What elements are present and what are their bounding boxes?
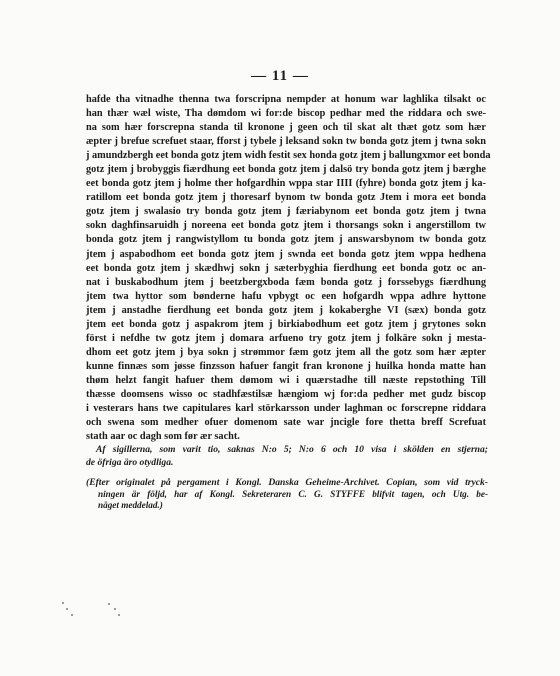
body-line: gotz jtem j brobyggis fiærdhung eet bonda gotz jtem j dalsö try bonda gotz jtem j bærghe — [86, 164, 486, 176]
body-line: na som hær forscrepna standa til kronone j geen och til skat alt thæt gotz som hær — [86, 122, 486, 134]
body-line: nat i buskabodhum jtem j beetzbergxboda fæm bonda gotz j forssebygs fiærdhung — [86, 276, 486, 288]
body-line: han thær wæl wiste, Tha dømdom wi for:de biscop pedhar med the riddara och swe- — [86, 108, 486, 120]
body-line: bonda gotz jtem j rangwistyllom tu bonda gotz jtem j answarsbynom tw bonda gotz — [86, 234, 486, 246]
body-line: och swena som medher ofuer domenom sate war jncigle fore thetta breff Screfuat — [86, 417, 486, 429]
note-line: näget meddelad.) — [98, 500, 163, 510]
body-line: jtem j anstadhe fierdhung eet bonda gotz jtem j kokaberghe VI (sæx) bonda gotz — [86, 304, 486, 316]
body-line: gotz jtem j swalasio try bonda gotz jtem j færiabynom eet bonda gotz jtem j twna — [86, 206, 486, 218]
body-line: dhom eet gotz jtem j bya sokn j strømmor fæm gotz jtem all the gotz som hær æpter — [86, 346, 486, 358]
body-line: sokn daghfinsaruidh j noreena eet bonda gotz jtem i thorsangs sokn i angerstillom tw — [86, 220, 486, 232]
document-body — [86, 93, 491, 444]
body-line: jtem eet bonda gotz j aspakrom jtem j birkiabodhum eet gotz jtem j grytones sokn — [86, 318, 486, 330]
body-line: eet bonda gotz jtem j holme ther hofgardhin wppa star IIII (fyhre) bonda gotz jtem j ka- — [86, 178, 486, 190]
page-number: — 11 — — [251, 68, 309, 84]
body-line: j amundzbergh eet bonda gotz jtem widh festit sex honda gotz jtem j ballungxmor eet bonda — [86, 150, 491, 162]
body-line: jtem twa hyttor som bønderne hafu vpbygt oc een hofgardh wppa adhre hyttone — [86, 290, 486, 302]
body-line: jtem j aspabodhom eet bonda gotz jtem j swnda eet bonda gotz jtem wppa hedhena — [86, 248, 486, 260]
body-line: i vesterars hans twe capitulares karl störkarsson under laghman oc forscrepne riddara — [86, 403, 486, 415]
body-line: ratillom eet bonda gotz jtem j thoresarf bynom tw bonda gotz Jtem i mora eet bonda — [86, 192, 486, 204]
note-line: (Efter originalet på pergament i Kongl. Danska Geheime-Archivet. Copian, som vid tryck- — [86, 477, 488, 488]
paper-specks — [60, 600, 180, 620]
note-line: ningen är följd, har af Kongl. Sekreteraren C. G. STYFFE blifvit tagen, och Utg. be- — [98, 489, 488, 499]
note-line: Af sigillerna, som varit tio, saknas N:o 5; N:o 6 och 10 visa i skölden en stjerna; — [96, 444, 488, 455]
note-line: de öfriga äro otydliga. — [86, 457, 174, 468]
seals-note — [86, 443, 488, 469]
body-line: thæsse doomsens wisso oc stadhfæstilsæ hængiom wj for:da pedher met gudz biscop — [86, 388, 486, 400]
body-line: eet bonda gotz jtem j skædhwj sokn j sæterbyghia fierdhung eet bonda gotz oc an- — [86, 262, 486, 274]
body-line: stath aar oc dagh som før ær sacht. — [86, 431, 240, 443]
source-note — [86, 476, 488, 511]
body-line: æpter j brefue screfuet staar, fforst j tybele j leksand sokn tw bonda gotz jtem j twna sokn — [86, 136, 486, 148]
body-line: först i nefdhe tw gotz jtem j domara arfueno try gotz jtem j folkäre sokn j mesta- — [86, 332, 486, 344]
body-line: hafde tha vitnadhe thenna twa forscripna nempder at honum war laghlika tilsakt oc — [86, 94, 486, 105]
body-line: thøm helzt fangit hafuer them dømom wi i quærstadhe till næste repstothing Till — [86, 374, 486, 386]
body-line: kunne finnæs som jøsse finzsson hafuer fangit fran kronone j huilka honda matte han — [86, 360, 486, 372]
